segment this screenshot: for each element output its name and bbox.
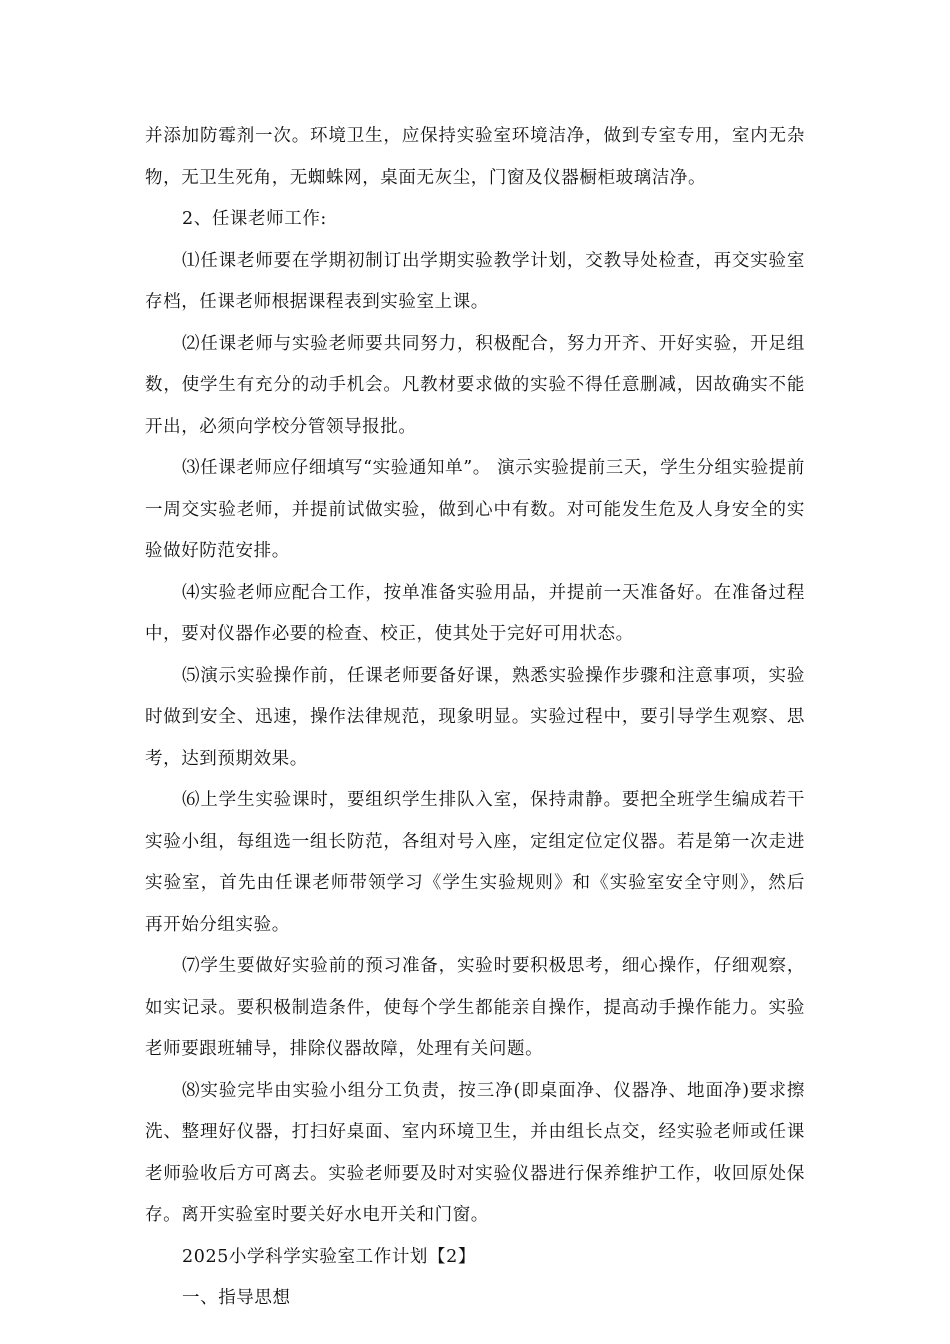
- paragraph: ⑵任课老师与实验老师要共同努力，积极配合，努力开齐、开好实验，开足组数，使学生有充分的动手机会。凡教材要求做的实验不得任意删减，因故确实不能开出，必须向学校分管领导报批。: [145, 333, 805, 437]
- paragraph: ⑷实验老师应配合工作，按单准备实验用品，并提前一天准备好。在准备过程中，要对仪器作必要的检查、校正，使其处于完好可用状态。: [145, 582, 805, 644]
- paragraph: 并添加防霉剂一次。环境卫生，应保持实验室环境洁净，做到专室专用，室内无杂物，无卫生死角，无蜘蛛网，桌面无灰尘，门窗及仪器橱柜玻璃洁净。: [145, 126, 805, 188]
- paragraph: ⑻实验完毕由实验小组分工负责，按三净(即桌面净、仪器净、地面净)要求擦洗、整理好仪器，打扫好桌面、室内环境卫生，并由组长点交，经实验老师或任课老师验收后方可离去。实验老师要及时对实验仪器进行保养维护工作，收回原处保存。离开实验室时要关好水电开关和门窗。: [145, 1080, 805, 1225]
- paragraph: ⑺学生要做好实验前的预习准备，实验时要积极思考，细心操作，仔细观察，如实记录。要积极制造条件，使每个学生都能亲自操作，提高动手操作能力。实验老师要跟班辅导，排除仪器故障，处理有关问题。: [145, 956, 805, 1059]
- document-title: 2025小学科学实验室工作计划【2】: [182, 1246, 476, 1267]
- section-heading: 2、任课老师工作:: [182, 209, 327, 229]
- paragraph: ⑹上学生实验课时，要组织学生排队入室，保持肃静。要把全班学生编成若干实验小组，每组选一组长防范，各组对号入座，定组定位定仪器。若是第一次走进实验室，首先由任课老师带领学习《学生实验规则》和《实验室安全守则》，然后再开始分组实验。: [145, 790, 805, 935]
- paragraph: ⑸演示实验操作前，任课老师要备好课，熟悉实验操作步骤和注意事项，实验时做到安全、迅速，操作法律规范，现象明显。实验过程中，要引导学生观察、思考，达到预期效果。: [145, 665, 805, 769]
- paragraph: ⑶任课老师应仔细填写“实验通知单”。 演示实验提前三天，学生分组实验提前一周交实验老师，并提前试做实验，做到心中有数。对可能发生危及人身安全的实验做好防范安排。: [145, 458, 805, 561]
- paragraph: ⑴任课老师要在学期初制订出学期实验教学计划，交教导处检查，再交实验室存档，任课老师根据课程表到实验室上课。: [145, 250, 805, 312]
- section-heading: 一、指导思想: [182, 1288, 291, 1308]
- document-body: [145, 116, 805, 1320]
